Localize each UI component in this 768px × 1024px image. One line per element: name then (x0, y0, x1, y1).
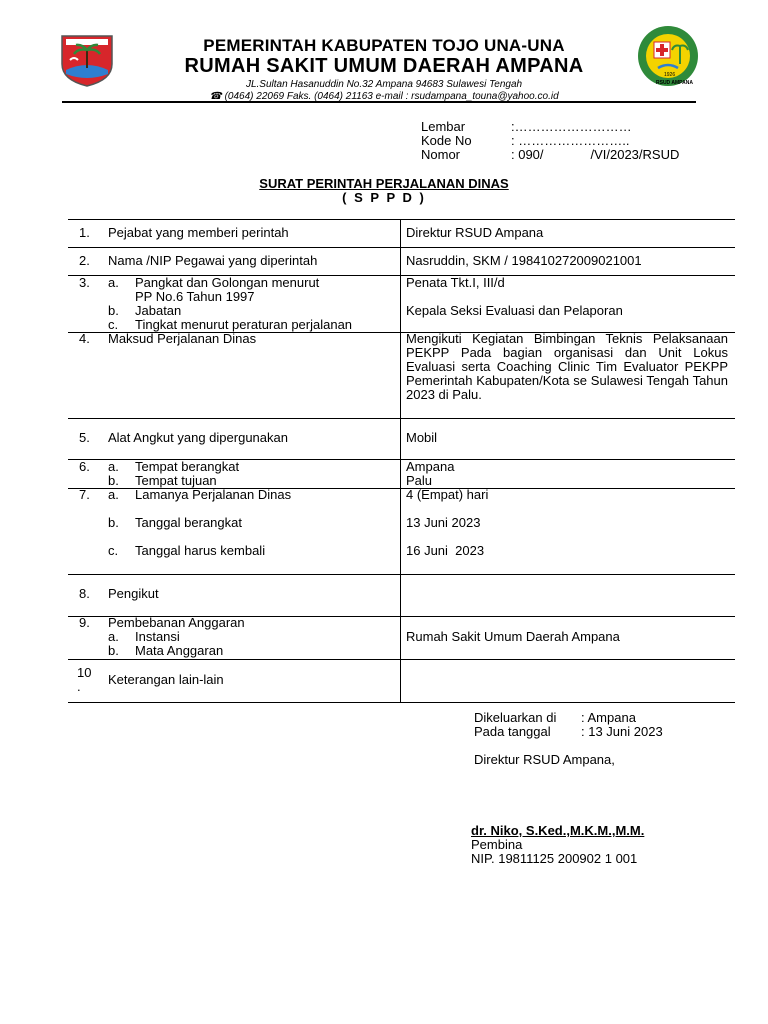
row-3-number: 3. (79, 275, 90, 290)
row-7-b-label: Tanggal berangkat (135, 515, 242, 530)
row-9-b-letter: b. (108, 643, 119, 658)
row-10-number: 10 (77, 665, 92, 680)
row-3-a-value: Penata Tkt.I, III/d (406, 275, 505, 290)
row-7-b-letter: b. (108, 515, 119, 530)
row-7-b-value: 13 Juni 2023 (406, 515, 481, 530)
svg-text:RSUD AMPANA: RSUD AMPANA (656, 80, 693, 86)
row-3-c-label: Tingkat menurut peraturan perjalanan (135, 317, 353, 332)
row-3-a-label: Pangkat dan Golongan menurut (135, 275, 320, 290)
lembar-value: :……………………… (511, 119, 632, 134)
lembar-label: Lembar (421, 119, 466, 134)
row-3-a-letter: a. (108, 275, 119, 290)
row-3-c-letter: c. (108, 317, 119, 332)
row-9-a-letter: a. (108, 629, 119, 644)
letterhead-contact: ☎ (0464) 22069 Faks. (0464) 21163 e-mail : rsudampana_touna@yahoo.co.id (209, 91, 559, 102)
signer-position: Direktur RSUD Ampana, (474, 752, 615, 767)
row-6-b-label: Tempat tujuan (135, 473, 217, 488)
row-2-label: Nama /NIP Pegawai yang diperintah (108, 253, 318, 268)
document-meta (421, 120, 679, 162)
signer-rank: Pembina (471, 837, 523, 852)
row-5-number: 5. (79, 430, 90, 445)
row-9-number: 9. (79, 615, 90, 630)
signer-nip: NIP. 19811125 200902 1 001 (471, 851, 638, 866)
issued-date-label: Pada tanggal (474, 724, 551, 739)
row-7-a-label: Lamanya Perjalanan Dinas (135, 487, 292, 502)
row-2-value: Nasruddin, SKM / 198410272009021001 (406, 253, 642, 268)
kode-label: Kode No (421, 133, 472, 148)
row-3-a-label-2: PP No.6 Tahun 1997 (135, 289, 255, 304)
row-7-a-value: 4 (Empat) hari (406, 487, 489, 502)
row-5-value: Mobil (406, 430, 438, 445)
row-2-number: 2. (79, 253, 90, 268)
row-1-number: 1. (79, 225, 90, 240)
row-10-label: Keterangan lain-lain (108, 672, 224, 687)
issued-date-value: : 13 Juni 2023 (581, 724, 663, 739)
letterhead-address: JL.Sultan Hasanuddin No.32 Ampana 94683 Sulawesi Tengah (245, 79, 523, 90)
issued-at-value: : Ampana (581, 710, 636, 725)
kode-value: : …………………….. (511, 133, 630, 148)
row-9-a-label: Instansi (135, 629, 180, 644)
document-title: SURAT PERINTAH PERJALANAN DINAS (259, 176, 509, 191)
row-7-a-letter: a. (108, 487, 119, 502)
row-6-a-value: Ampana (406, 459, 455, 474)
nomor-label: Nomor (421, 147, 461, 162)
issued-at-label: Dikeluarkan di (474, 710, 557, 725)
row-7-c-label: Tanggal harus kembali (135, 543, 266, 558)
row-1-label: Pejabat yang memberi perintah (108, 225, 289, 240)
row-6-number: 6. (79, 459, 90, 474)
row-8-label: Pengikut (108, 586, 159, 601)
row-9-label: Pembebanan Anggaran (108, 615, 245, 630)
row-8-number: 8. (79, 586, 90, 601)
row-7-c-value: 16 Juni 2023 (406, 543, 485, 558)
row-4-number: 4. (79, 331, 90, 346)
svg-text:1926: 1926 (664, 72, 676, 78)
letterhead-hospital: RUMAH SAKIT UMUM DAERAH AMPANA (184, 55, 584, 77)
row-6-a-label: Tempat berangkat (135, 459, 240, 474)
row-9-b-label: Mata Anggaran (135, 643, 224, 658)
signer-name: dr. Niko, S.Ked.,M.K.M.,M.M. (471, 823, 645, 838)
row-1-value: Direktur RSUD Ampana (406, 225, 544, 240)
document-subtitle: ( S P P D ) (342, 190, 426, 205)
letterhead-government: PEMERINTAH KABUPATEN TOJO UNA-UNA (203, 36, 565, 55)
row-6-a-letter: a. (108, 459, 119, 474)
nomor-value: : 090/ /VI/2023/RSUD (511, 147, 680, 162)
row-6-b-letter: b. (108, 473, 119, 488)
row-3-b-value: Kepala Seksi Evaluasi dan Pelaporan (406, 303, 623, 318)
row-7-number: 7. (79, 487, 90, 502)
row-10-number-dot: . (77, 679, 81, 694)
row-3-b-label: Jabatan (135, 303, 182, 318)
letterhead-divider (62, 101, 696, 103)
row-7-c-letter: c. (108, 543, 119, 558)
row-6-b-value: Palu (406, 473, 433, 488)
row-9-value: Rumah Sakit Umum Daerah Ampana (406, 629, 620, 644)
row-5-label: Alat Angkut yang dipergunakan (108, 430, 288, 445)
row-4-label: Maksud Perjalanan Dinas (108, 331, 257, 346)
row-3-b-letter: b. (108, 303, 119, 318)
row-4-value: Mengikuti Kegiatan Bimbingan Teknis Pelaksanaan PEKPP Pada bagian organisasi dan Unit Lokus Evaluasi serta Coaching Clinic Tim Evaluator PEKPP Pemerintah Kabupaten/Kota se Sulawesi Tengah Tahun 2023 di Palu. (406, 331, 728, 402)
